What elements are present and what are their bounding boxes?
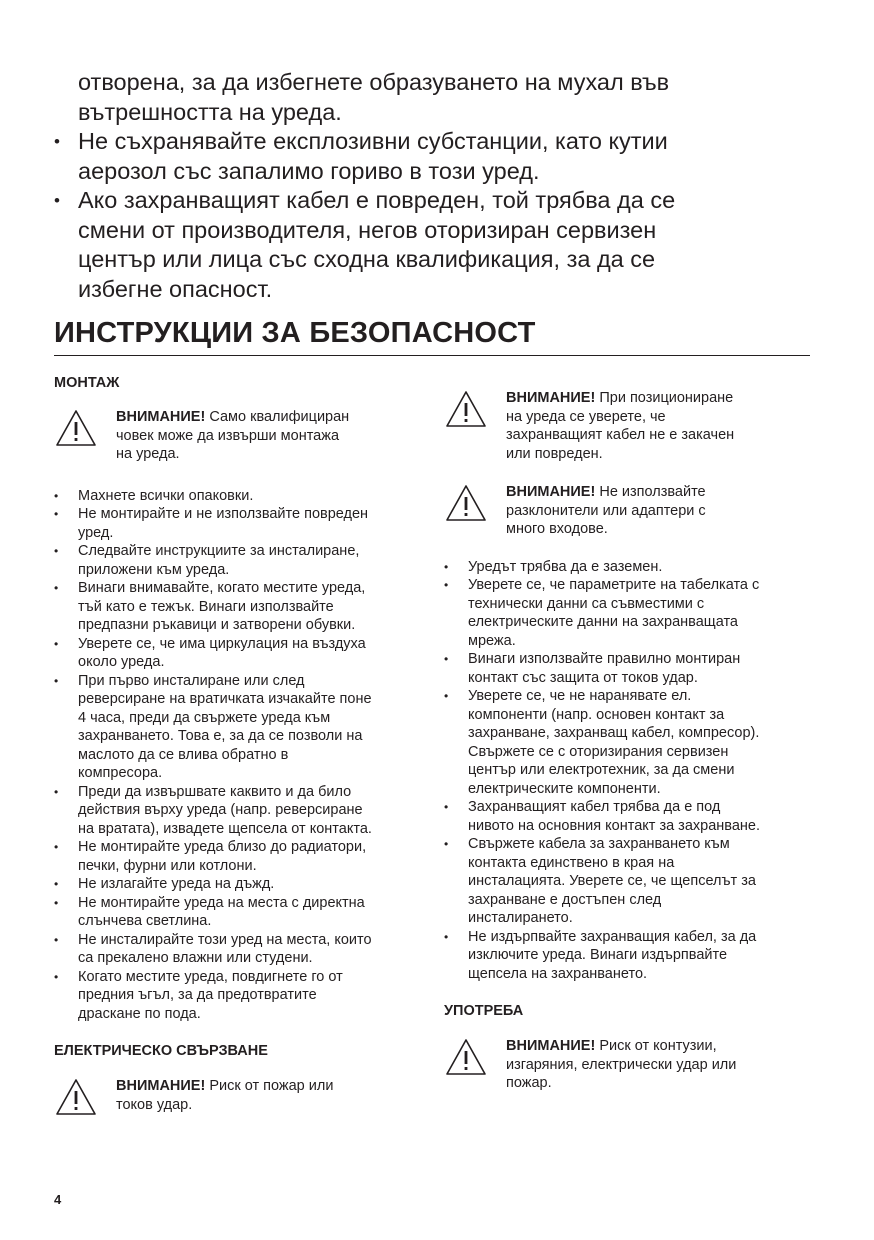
left-column [54, 374, 419, 1114]
list-item: • Уредът трябва да е заземен. [444, 558, 814, 577]
list-item: • Следвайте инструкциите за инсталиране, приложени към уреда. [54, 542, 419, 579]
continuation-text: отворена, за да избегнете образуването на мухал във вътрешността на уреда. [78, 69, 670, 125]
list-item: • Преди да извършвате каквито и да било действия върху уреда (напр. реверсиране на вратата), извадете щепсела от контакта. [54, 783, 419, 839]
list-item: • Не издърпвайте захранващия кабел, за да изключите уреда. Винаги издърпвайте щепсела на захранването. [444, 928, 814, 984]
right-column [444, 389, 814, 1093]
list-item: • Не съхранявайте експлозивни субстанции, като кутии аерозол със запалимо гориво в този уред. [54, 127, 814, 186]
warning-triangle-icon [444, 1037, 488, 1077]
upotreba-title: УПОТРЕБА [444, 1003, 524, 1019]
list-item: • Когато местите уреда, повдигнете го от предния ъгъл, за да предотвратите драскане по пода. [54, 968, 419, 1024]
warning-triangle-icon [444, 483, 488, 523]
warning-box: ВНИМАНИЕ! Само квалифициран човек може да извърши монтажа на уреда. [54, 408, 419, 464]
list-item: • Свържете кабела за захранването към контакта единствено в края на инсталацията. Уверете се, че щепселът за захранване е достъпен след инсталирането. [444, 835, 814, 928]
elec-title: ЕЛЕКТРИЧЕСКО СВЪРЗВАНЕ [54, 1043, 268, 1059]
warning-box: ВНИМАНИЕ! Риск от контузии, изгаряния, електрически удар или пожар. [444, 1037, 814, 1093]
top-text [54, 68, 814, 304]
list-item: • Уверете се, че параметрите на табелката с технически данни са съвместими с електрическите данни на захранващата мрежа. [444, 576, 814, 650]
warning-box: ВНИМАНИЕ! При позициониране на уреда се уверете, че захранващият кабел не е закачен или повреден. [444, 389, 814, 463]
list-item: • Уверете се, че има циркулация на въздуха около уреда. [54, 635, 419, 672]
list-item: • Махнете всички опаковки. [54, 487, 419, 506]
list-item: • Не излагайте уреда на дъжд. [54, 875, 419, 894]
warning-triangle-icon [54, 1077, 98, 1117]
list-item: • При първо инсталиране или след реверсиране на вратичката изчакайте поне 4 часа, преди да свържете уреда към захранването. Това е, за да се позволи на маслото да се влива обратно в компресора. [54, 672, 419, 783]
list-item: • Винаги внимавайте, когато местите уреда, тъй като е тежък. Винаги използвайте предпазни ръкавици и затворени обувки. [54, 579, 419, 635]
warning-triangle-icon [54, 408, 98, 448]
list-item: • Не инсталирайте този уред на места, които са прекалено влажни или студени. [54, 931, 419, 968]
list-item: • Не монтирайте уреда близо до радиатори, печки, фурни или котлони. [54, 838, 419, 875]
list-item: • Ако захранващият кабел е повреден, той трябва да се смени от производителя, негов оторизиран сервизен център или лица със сходна квалификация, за да се избегне опасност. [54, 186, 814, 304]
montazh-title: МОНТАЖ [54, 375, 120, 391]
montazh-list [54, 487, 419, 1024]
warning-box: ВНИМАНИЕ! Не използвайте разклонители или адаптери с много входове. [444, 483, 814, 539]
list-item: • Винаги използвайте правилно монтиран контакт със защита от токов удар. [444, 650, 814, 687]
list-item: • Не монтирайте уреда на места с директна слънчева светлина. [54, 894, 419, 931]
list-item: • Уверете се, че не наранявате ел. компоненти (напр. основен контакт за захранване, захранващ кабел, компресор). Свържете се с оторизирания сервизен център или електротехник, за да смени електрическите компоненти. [444, 687, 814, 798]
warning-box: ВНИМАНИЕ! Риск от пожар или токов удар. [54, 1077, 419, 1114]
warning-triangle-icon [444, 389, 488, 429]
elec-list [444, 558, 814, 984]
list-item: • Не монтирайте и не използвайте повреден уред. [54, 505, 419, 542]
list-item: • Захранващият кабел трябва да е под нивото на основния контакт за захранване. [444, 798, 814, 835]
page-number: 4 [54, 1192, 62, 1207]
section-heading: ИНСТРУКЦИИ ЗА БЕЗОПАСНОСТ [54, 314, 810, 356]
